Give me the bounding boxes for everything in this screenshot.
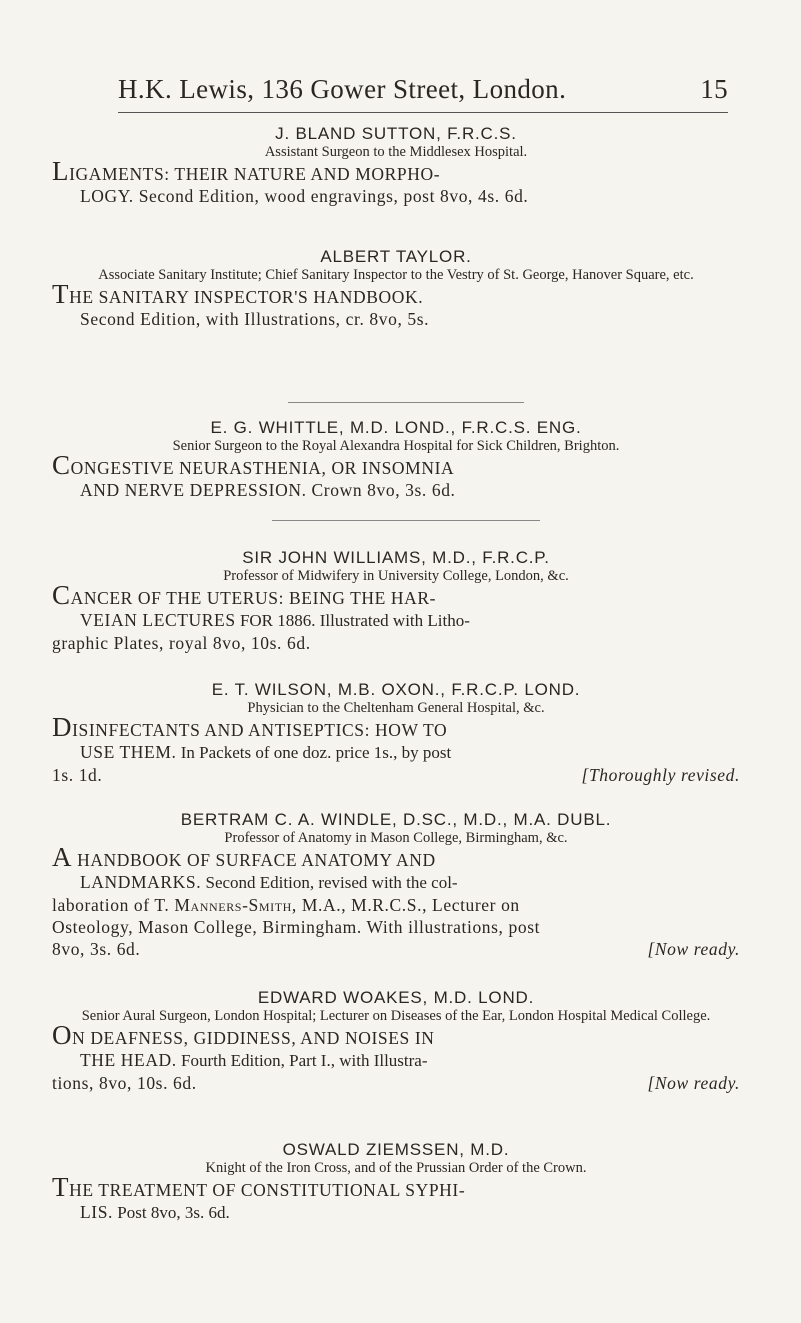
book-details-line: graphic Plates, royal 8vo, 10s. 6d. bbox=[52, 633, 311, 653]
book-details: LOGY. Second Edition, wood engravings, post 8vo, 4s. 6d. bbox=[80, 186, 529, 206]
book-details bbox=[52, 741, 740, 764]
book-details-line bbox=[52, 764, 740, 786]
author-affiliation: Associate Sanitary Institute; Chief Sanitary Inspector to the Vestry of St. George, Hanover Square, etc. bbox=[98, 267, 694, 283]
book-details-line bbox=[52, 1072, 740, 1094]
book-entry bbox=[52, 418, 740, 501]
drop-cap: L bbox=[52, 156, 70, 186]
drop-cap: C bbox=[52, 450, 71, 480]
title-line: ANCER OF THE UTERUS: BEING THE HAR- bbox=[70, 588, 437, 608]
book-title bbox=[52, 1172, 740, 1202]
book-title bbox=[52, 1020, 740, 1050]
book-entry bbox=[52, 1140, 740, 1224]
book-details-text: Post 8vo, 3s. 6d. bbox=[113, 1203, 230, 1222]
author-affiliation: Professor of Anatomy in Mason College, Birmingham, &c. bbox=[224, 830, 568, 846]
book-entry bbox=[52, 988, 740, 1094]
author-name: J. BLAND SUTTON, F.R.C.S. bbox=[275, 124, 517, 143]
book-title bbox=[52, 450, 740, 480]
author-name: ALBERT TAYLOR. bbox=[320, 247, 472, 266]
publisher-address: H.K. Lewis, 136 Gower Street, London. bbox=[118, 74, 567, 104]
author-name: E. T. WILSON, M.B. OXON., F.R.C.P. LOND. bbox=[211, 680, 581, 699]
title-line: N DEAFNESS, GIDDINESS, AND NOISES IN bbox=[72, 1028, 435, 1048]
title-line: HANDBOOK OF SURFACE ANATOMY AND bbox=[72, 850, 436, 870]
author-name: BERTRAM C. A. WINDLE, D.SC., M.D., M.A. DUBL. bbox=[180, 810, 612, 829]
title-line: HE SANITARY INSPECTOR'S HANDBOOK. bbox=[69, 287, 424, 307]
book-details: Second Edition, with Illustrations, cr. 8vo, 5s. bbox=[80, 309, 430, 329]
drop-cap: A bbox=[52, 842, 73, 872]
book-title bbox=[52, 580, 740, 610]
author-name: SIR JOHN WILLIAMS, M.D., F.R.C.P. bbox=[242, 548, 550, 567]
book-details-text: FOR 1886. Illustrated with Litho- bbox=[235, 611, 470, 630]
details-text: , M.A., M.R.C.S., Lecturer on bbox=[291, 895, 520, 915]
status-note: [Now ready. bbox=[647, 1073, 740, 1093]
running-header bbox=[118, 74, 728, 105]
title-continuation: VEIAN LECTURES bbox=[80, 610, 236, 630]
section-divider bbox=[272, 520, 540, 521]
book-details-line: Osteology, Mason College, Birmingham. With illustrations, post bbox=[52, 917, 541, 937]
title-continuation: THE HEAD. bbox=[80, 1050, 177, 1070]
price-text: tions, 8vo, 10s. 6d. bbox=[52, 1073, 197, 1093]
page-number: 15 bbox=[700, 74, 728, 104]
drop-cap: O bbox=[52, 1020, 73, 1050]
book-entry bbox=[52, 810, 740, 960]
book-entry bbox=[52, 548, 740, 654]
book-details-text: Fourth Edition, Part I., with Illustra- bbox=[176, 1051, 428, 1070]
title-line: IGAMENTS: THEIR NATURE AND MORPHO- bbox=[69, 164, 441, 184]
section-divider bbox=[288, 402, 524, 403]
book-details bbox=[52, 609, 740, 632]
title-line: HE TREATMENT OF CONSTITUTIONAL SYPHI- bbox=[69, 1180, 466, 1200]
title-line: ONGESTIVE NEURASTHENIA, OR INSOMNIA bbox=[70, 458, 455, 478]
book-details bbox=[52, 1049, 740, 1072]
author-name: EDWARD WOAKES, M.D. LOND. bbox=[257, 988, 535, 1007]
title-continuation: LANDMARKS. bbox=[80, 872, 202, 892]
book-entry bbox=[52, 247, 740, 330]
book-title bbox=[52, 712, 740, 742]
header-rule bbox=[118, 112, 728, 113]
author-affiliation: Professor of Midwifery in University College, London, &c. bbox=[223, 568, 569, 584]
book-title bbox=[52, 842, 740, 872]
book-details-text: In Packets of one doz. price 1s., by post bbox=[176, 743, 452, 762]
status-note: [Thoroughly revised. bbox=[581, 765, 740, 785]
price-text: 1s. 1d. bbox=[52, 765, 103, 785]
book-entry bbox=[52, 680, 740, 786]
book-details bbox=[52, 871, 740, 894]
author-affiliation: Senior Aural Surgeon, London Hospital; Lecturer on Diseases of the Ear, London Hospital Medical College. bbox=[81, 1008, 711, 1024]
author-name: OSWALD ZIEMSSEN, M.D. bbox=[282, 1140, 510, 1159]
details-text: laboration of T. bbox=[52, 895, 175, 915]
status-note: [Now ready. bbox=[647, 939, 740, 959]
title-line: ISINFECTANTS AND ANTISEPTICS: HOW TO bbox=[72, 720, 448, 740]
book-details: AND NERVE DEPRESSION. Crown 8vo, 3s. 6d. bbox=[80, 480, 456, 500]
book-title bbox=[52, 156, 740, 186]
title-continuation: USE THEM. bbox=[80, 742, 177, 762]
author-affiliation: Assistant Surgeon to the Middlesex Hospital. bbox=[264, 144, 528, 160]
author-affiliation: Knight of the Iron Cross, and of the Prussian Order of the Crown. bbox=[205, 1160, 587, 1176]
collaborator-name: Manners-Smith bbox=[174, 895, 292, 915]
price-text: 8vo, 3s. 6d. bbox=[52, 939, 141, 959]
drop-cap: C bbox=[52, 580, 71, 610]
author-affiliation: Physician to the Cheltenham General Hospital, &c. bbox=[247, 700, 545, 716]
drop-cap: T bbox=[52, 279, 70, 309]
book-title bbox=[52, 279, 740, 309]
book-details-line bbox=[52, 938, 740, 960]
drop-cap: T bbox=[52, 1172, 70, 1202]
book-entry bbox=[52, 124, 740, 207]
book-details-text: Second Edition, revised with the col- bbox=[201, 873, 458, 892]
book-details-line bbox=[52, 894, 740, 916]
author-name: E. G. WHITTLE, M.D. LOND., F.R.C.S. ENG. bbox=[210, 418, 582, 437]
book-details bbox=[52, 1201, 740, 1224]
author-affiliation: Senior Surgeon to the Royal Alexandra Hospital for Sick Children, Brighton. bbox=[172, 438, 620, 454]
drop-cap: D bbox=[52, 712, 73, 742]
title-continuation: LIS. bbox=[80, 1202, 114, 1222]
